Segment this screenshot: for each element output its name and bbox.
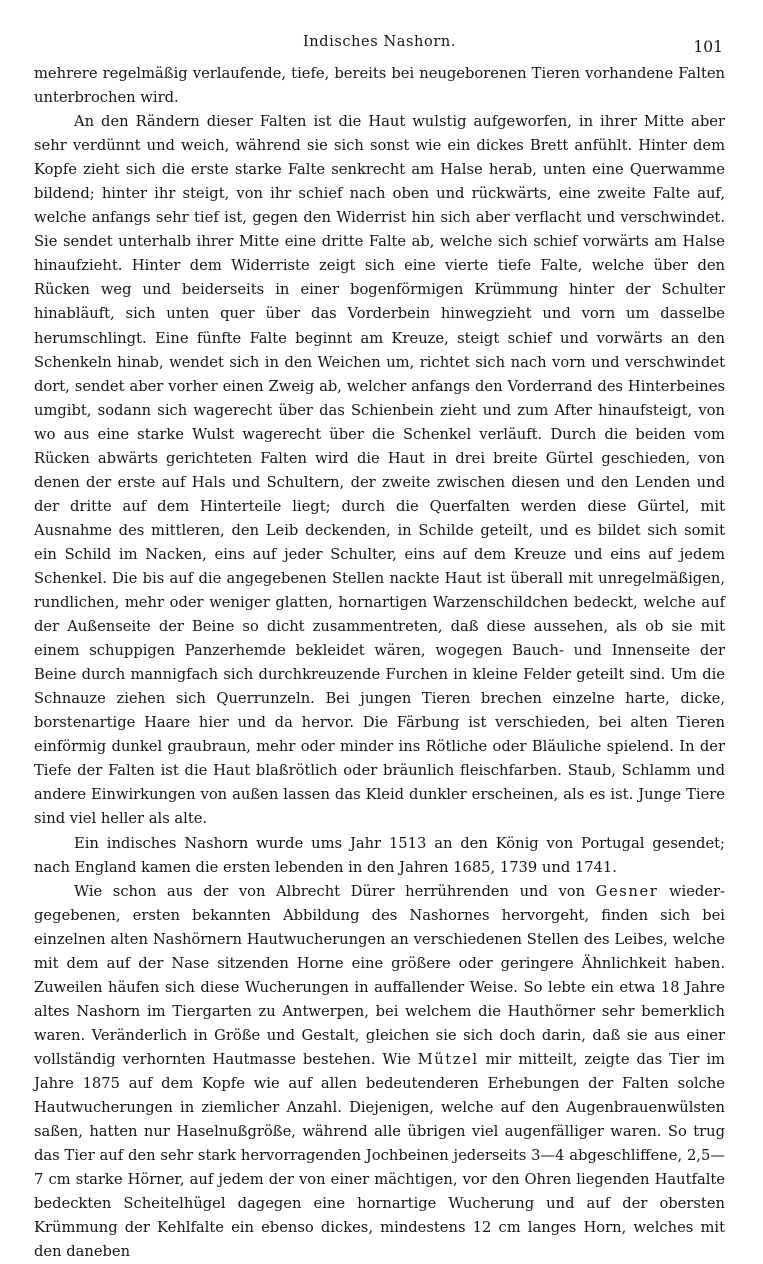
paragraph-1-continuation: mehrere regelmäßig verlaufende, tiefe, bereits bei neugeborenen Tieren vorhandene Falten unterbrochen wird.	[34, 65, 725, 107]
paragraph-history: Ein indisches Nashorn wurde ums Jahr 1513 an den König von Portugal gesendet; nach England kamen die ersten lebenden in den Jahren 1685, 1739 und 1741.	[34, 834, 725, 876]
running-title: Indisches Nashorn.	[302, 34, 457, 50]
paragraph-text-c: mir mitteilt, zeigte das Tier im Jahre 1875 auf dem Kopfe wie auf allen bedeutenderen Erhebungen der Falten solche Hautwucherungen in ziemlicher Anzahl. Diejenigen, welche auf den Augenbrauenwülsten saßen, hatten nur Haselnußgröße, während alle übrigen viel augenfälliger waren. So trug das Tier auf den sehr stark hervorragenden Jochbeinen jederseits 3—4 abgeschliffene, 2,5—7 cm starke Hörner, auf jedem der von einer mächtigen, vor den Ohren liegenden Hautfalte bedeckten Scheitelhügel dagegen eine hornartige Wucherung und auf der obersten Krümmung der Kehlfalte ein ebenso dickes, mindestens 12 cm langes Horn, welches mit den daneben	[34, 1050, 725, 1261]
author-name-muetzel: Mützel	[417, 1050, 479, 1068]
paragraph-skin-growths	[34, 880, 725, 1264]
running-head	[34, 30, 725, 62]
page-number: 101	[693, 38, 723, 56]
paragraph-text-a: Wie schon aus der von Albrecht Dürer herrührenden und von	[74, 882, 596, 900]
paragraph-skin-folds: An den Rändern dieser Falten ist die Haut wulstig aufgeworfen, in ihrer Mitte aber sehr verdünnt und weich, während sie sich sonst wie ein dickes Brett anfühlt. Hinter dem Kopfe zieht sich die erste starke Falte senkrecht am Halse herab, unten eine Querwamme bildend; hinter ihr steigt, von ihr schief nach oben und rückwärts, eine zweite Falte auf, welche anfangs sehr tief ist, gegen den Widerrist hin sich aber verflacht und verschwindet. Sie sendet unterhalb ihrer Mitte eine dritte Falte ab, welche sich schief vorwärts am Halse hinaufzieht. Hinter dem Widerriste zeigt sich eine vierte tiefe Falte, welche über den Rücken weg und beiderseits in einer bogenförmigen Krümmung hinter der Schulter hinabläuft, sich unten quer über das Vorderbein hinwegzieht und vorn um dasselbe herumschlingt. Eine fünfte Falte beginnt am Kreuze, steigt schief und vorwärts an den Schenkeln hinab, wendet sich in den Weichen um, richtet sich nach vorn und verschwindet dort, sendet aber vorher einen Zweig ab, welcher anfangs den Vorderrand des Hinterbeines umgibt, sodann sich wagerecht über das Schienbein zieht und zum After hinaufsteigt, von wo aus eine starke Wulst wagerecht über die Schenkel verläuft. Durch die beiden vom Rücken abwärts gerichteten Falten wird die Haut in drei breite Gürtel geschieden, von denen der erste auf Hals und Schultern, der zweite zwischen diesen und den Lenden und der dritte auf dem Hinterteile liegt; durch die Querfalten werden diese Gürtel, mit Ausnahme des mittleren, den Leib deckenden, in Schilde geteilt, und es bildet sich somit ein Schild im Nacken, eins auf jeder Schulter, eins auf dem Kreuze und eins auf jedem Schenkel. Die bis auf die angegebenen Stellen nackte Haut ist überall mit unregelmäßigen, rundlichen, mehr oder weniger glatten, hornartigen Warzenschildchen bedeckt, welche auf der Außenseite der Beine so dicht zusammentreten, daß diese aussehen, als ob sie mit einem schuppigen Panzerhemde bekleidet wären, wogegen Bauch- und Innenseite der Beine durch mannigfach sich durchkreuzende Furchen in kleine Felder geteilt sind. Um die Schnauze ziehen sich Querrunzeln. Bei jungen Tieren brechen einzelne harte, dicke, borstenartige Haare hier und da hervor. Die Färbung ist verschieden, bei alten Tieren einförmig dunkel graubraun, mehr oder minder ins Rötliche oder Bläuliche spielend. In der Tiefe der Falten ist die Haut blaßrötlich oder bräunlich fleischfarben. Staub, Schlamm und andere Einwirkungen von außen lassen das Kleid dunkler erscheinen, als es ist. Junge Tiere sind viel heller als alte.	[34, 113, 725, 828]
author-name-gesner: Gesner	[595, 882, 659, 900]
paragraph-text-b: wiedergegebenen, ersten bekannten Abbildung des Nashornes hervorgeht, finden sich bei einzelnen alten Nashörnern Hautwucherungen an verschiedenen Stellen des Leibes, welche mit dem auf der Nase sitzenden Horne eine größere oder geringere Ähnlichkeit haben. Zuweilen häufen sich diese Wucherungen in auffallender Weise. So lebte ein etwa 18 Jahre altes Nashorn im Tiergarten zu Antwerpen, bei welchem die Hauthörner sehr bemerklich waren. Veränderlich in Größe und Gestalt, gleichen sie sich doch darin, daß sie aus einer vollständig verhornten Hautmasse bestehen. Wie	[34, 882, 725, 1068]
